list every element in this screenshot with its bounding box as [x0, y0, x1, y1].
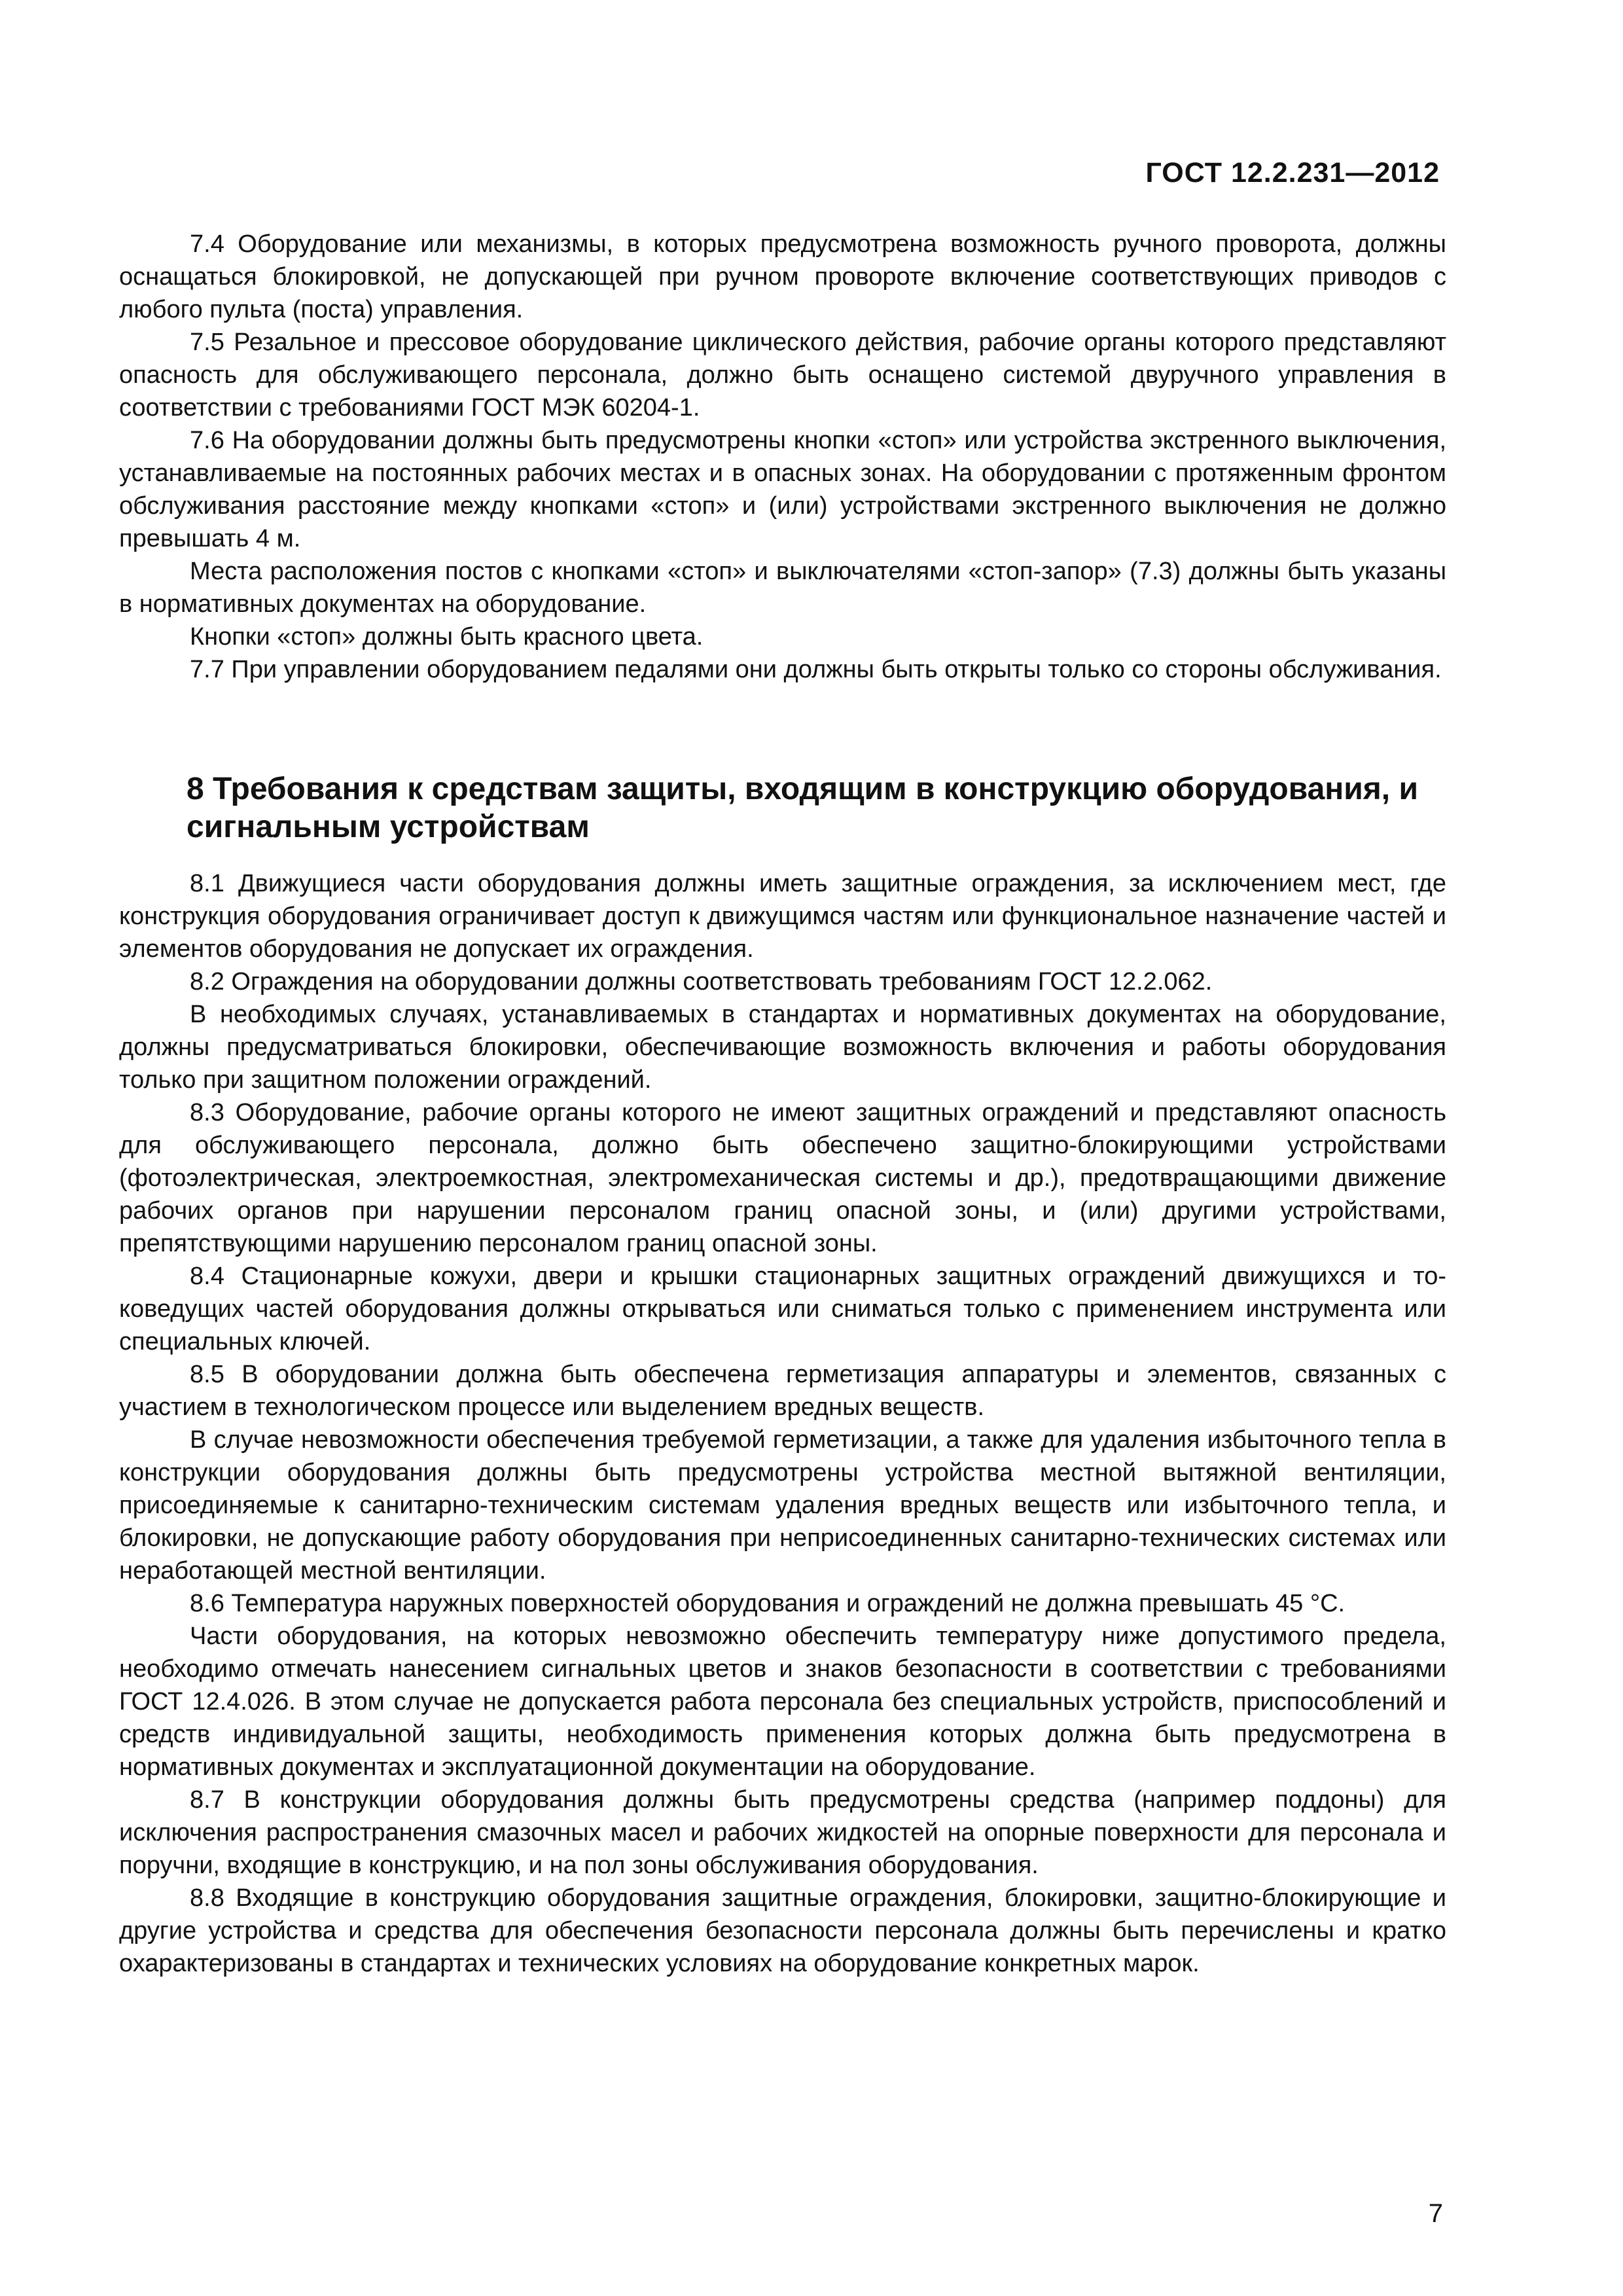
clause-8-5-ventilation: В случае невозможности обеспечения требуемой герметизации, а также для удаления избыточного тепла в конструкции оборудования должны быть предусмотрены устройства местной вытяжной вентиляции, присоединяемые к санитарно-техническим системам удаления вредных веществ или избыточного тепла, и блокировки, не допускающие работу оборудования при неприсоединенных санитарно-технических системах или неработающей местной вентиляции. — [119, 1426, 1446, 1585]
clause-7-6: 7.6 На оборудовании должны быть предусмотрены кнопки «стоп» или устройства экстренного выключения, устанавливаемые на постоянных рабочих местах и в опасных зонах. На оборудовании с протяженным фронтом обслуживания расстояние между кнопками «стоп» и (или) устройствами экстренного выключения не должно превышать 4 м. — [119, 427, 1446, 552]
clause-8-2: 8.2 Ограждения на оборудовании должны соответствовать требованиям ГОСТ 12.2.062. — [190, 968, 1213, 996]
section-8-body — [119, 867, 1446, 1980]
clause-8-6: 8.6 Температура наружных поверхностей оборудования и ограждений не должна превышать 45 °С. — [190, 1590, 1346, 1617]
clause-7-7: 7.7 При управлении оборудованием педалями они должны быть открыты только со стороны обслуживания. — [190, 656, 1442, 683]
clause-7-6-stop-color: Кнопки «стоп» должны быть красного цвета. — [190, 623, 704, 651]
clause-8-8: 8.8 Входящие в конструкцию оборудования защитные ограждения, блокировки, защитно-блокирующие и другие устройства и средства для обеспечения безопасности персонала должны быть перечислены и кратко охарактеризованы в стандартах и технических условиях на оборудование конкретных марок. — [119, 1884, 1446, 1977]
clause-8-5: 8.5 В оборудовании должна быть обеспечена герметизация аппаратуры и элементов, связанных с участием в технологическом процессе или выделением вредных веществ. — [119, 1361, 1446, 1421]
section-7-body — [119, 228, 1446, 686]
clause-8-7: 8.7 В конструкции оборудования должны быть предусмотрены средства (например поддоны) для исключения распространения смазочных масел и рабочих жидкостей на опорные поверхности для персонала и поручни, входящие в конструкцию, и на пол зоны обслуживания оборудования. — [119, 1786, 1446, 1879]
clause-7-5: 7.5 Резальное и прессовое оборудование циклического действия, рабочие органы которого представляют опасность для обслуживающего персонала, должно быть оснащено системой двуручного управления в соответствии с требованиями ГОСТ МЭК 60204-1. — [119, 329, 1446, 422]
clause-8-2-interlocks: В необходимых случаях, устанавливаемых в стандартах и нормативных документах на оборудование, должны предусматриваться блокировки, обеспечивающие возможность включения и работы оборудования только при защитном положении ограждений. — [119, 1001, 1446, 1094]
page-number: 7 — [1428, 2199, 1443, 2228]
clause-8-4: 8.4 Стационарные кожухи, двери и крышки стационарных защитных ограждений движущихся и токоведущих частей оборудования должны открываться или сниматься только с применением инструмента или специальных ключей. — [119, 1263, 1446, 1355]
clause-7-4: 7.4 Оборудование или механизмы, в которых предусмотрена возможность ручного проворота, должны оснащаться блокировкой, не допускающей при ручном провороте включение соответствующих приводов с любого пульта (поста) управления. — [119, 230, 1446, 323]
standard-designation: ГОСТ 12.2.231—2012 — [1145, 157, 1440, 188]
clause-8-1: 8.1 Движущиеся части оборудования должны иметь защитные ограждения, за исключением мест, где конструкция оборудования ограничивает доступ к движущимся частям или функциональное назначение частей и элементов оборудования не допускает их ограждения. — [119, 870, 1446, 963]
clause-7-6-stop-posts: Места расположения постов с кнопками «стоп» и выключателями «стоп-запор» (7.3) должны быть указаны в нормативных документах на оборудование. — [119, 558, 1446, 618]
clause-8-3: 8.3 Оборудование, рабочие органы которого не имеют защитных ограждений и представляют опасность для обслуживающего персонала, должно быть обеспечено защитно-блокирующими устройствами (фотоэлектрическая, электроемкостная, электромеханическая системы и др.), предотвращающими движение рабочих органов при нарушении персоналом границ опасной зоны, и (или) другими устройствами, препятствующими нарушению персоналом границ опасной зоны. — [119, 1099, 1446, 1257]
section-8-heading: 8 Требования к средствам защиты, входящим в конструкцию оборудования, и сигнальным устройствам — [187, 772, 1418, 844]
clause-8-6-marking: Части оборудования, на которых невозможно обеспечить температуру ниже допустимого предела, необходимо отмечать нанесением сигнальных цветов и знаков безопасности в соответствии с требованиями ГОСТ 12.4.026. В этом случае не допускается работа персонала без специальных устройств, приспособлений и средств индивидуальной защиты, необходимость применения которых должна быть предусмотрена в нормативных документах и эксплуатационной документации на оборудование. — [119, 1623, 1446, 1781]
